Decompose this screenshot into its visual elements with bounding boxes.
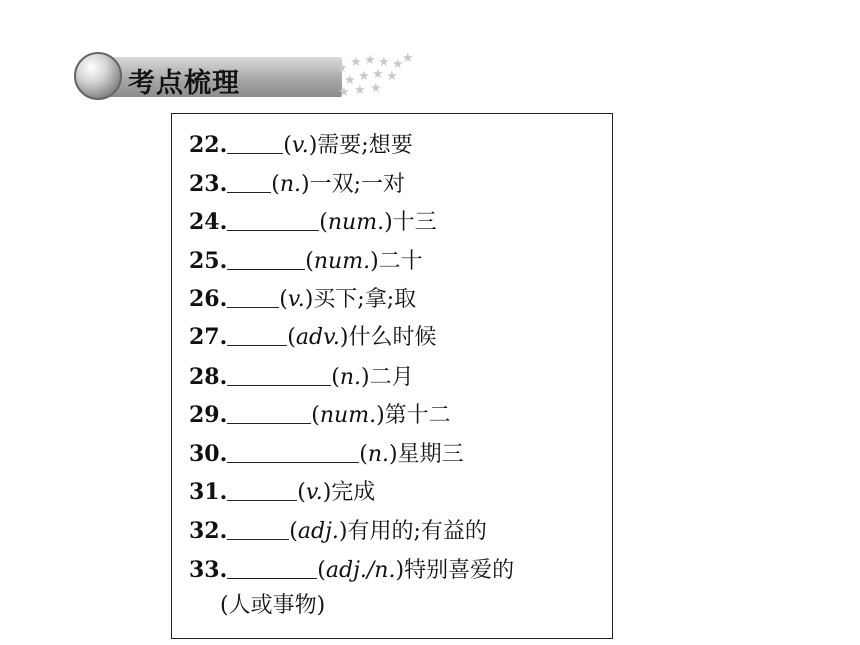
answer-blank[interactable] xyxy=(227,210,319,231)
list-item: 28. (n.)二月 xyxy=(189,364,414,390)
answer-blank[interactable] xyxy=(227,442,359,463)
answer-blank[interactable] xyxy=(227,403,311,424)
list-item: 22. (v.)需要;想要 xyxy=(189,132,413,158)
list-item: 30. (n.)星期三 xyxy=(189,441,464,467)
list-item: 23. (n.)一双;一对 xyxy=(189,171,406,197)
vocabulary-box xyxy=(171,113,613,639)
answer-blank[interactable] xyxy=(227,519,289,540)
list-item: 33. (adj./n.)特别喜爱的 xyxy=(189,557,515,583)
answer-blank[interactable] xyxy=(227,172,271,193)
answer-blank[interactable] xyxy=(227,133,283,154)
list-item: 29. (num.)第十二 xyxy=(189,402,451,428)
answer-blank[interactable] xyxy=(227,325,287,346)
section-header: 考点梳理 ★ ★ ★ ★ ★ ★ ★ ★ ★ ★ ★ ★ ★ xyxy=(74,52,354,102)
sphere-icon xyxy=(74,52,122,100)
list-item: 25. (num.)二十 xyxy=(189,248,423,274)
list-item: 24. (num.)十三 xyxy=(189,209,437,235)
answer-blank[interactable] xyxy=(227,249,305,270)
list-item: 32. (adj.)有用的;有益的 xyxy=(189,518,487,544)
answer-blank[interactable] xyxy=(227,365,331,386)
item-continuation: (人或事物) xyxy=(220,593,326,618)
section-title: 考点梳理 xyxy=(128,68,240,99)
list-item: 26. (v.)买下;拿;取 xyxy=(189,286,417,312)
list-item: 27. (adv.)什么时候 xyxy=(189,324,437,350)
list-item: 31. (v.)完成 xyxy=(189,479,376,505)
answer-blank[interactable] xyxy=(227,480,297,501)
answer-blank[interactable] xyxy=(227,287,279,308)
answer-blank[interactable] xyxy=(227,558,317,579)
